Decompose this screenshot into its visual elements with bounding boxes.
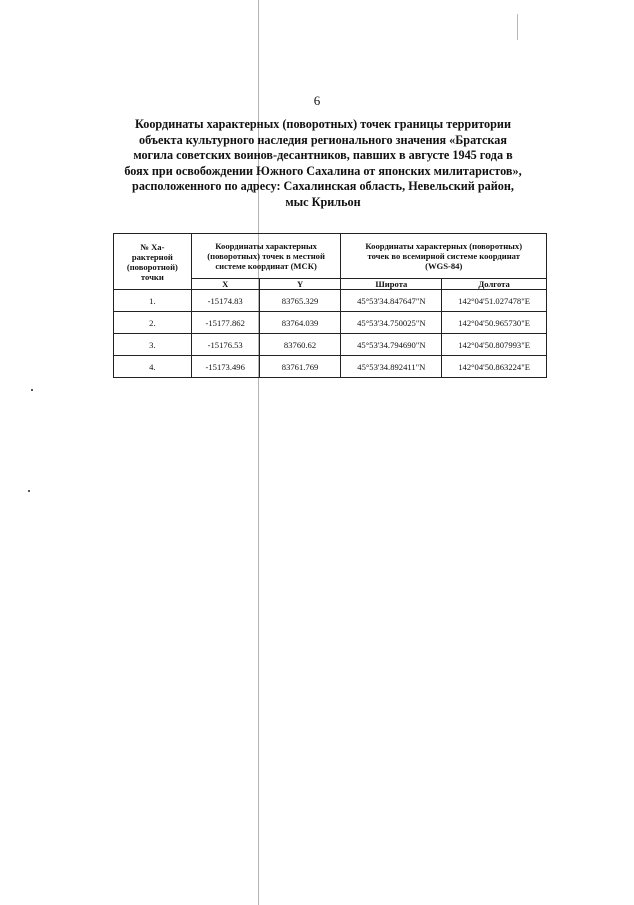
title-line: мыс Крильон bbox=[285, 194, 361, 209]
header-x: X bbox=[191, 279, 259, 290]
x-cell: -15176.53 bbox=[191, 334, 259, 356]
point-number-cell: 1. bbox=[114, 290, 192, 312]
latitude-cell: 45°53'34.847647"N bbox=[341, 290, 442, 312]
document-title bbox=[105, 117, 541, 211]
header-longitude: Долгота bbox=[442, 279, 547, 290]
table-row bbox=[114, 290, 547, 312]
x-cell: -15173.496 bbox=[191, 356, 259, 378]
latitude-cell: 45°53'34.892411"N bbox=[341, 356, 442, 378]
page-number: 6 bbox=[313, 93, 321, 108]
scan-speck bbox=[28, 490, 30, 492]
header-text: системе координат (МСК) bbox=[215, 261, 317, 271]
header-point-number bbox=[114, 234, 192, 290]
header-text: (WGS-84) bbox=[425, 261, 463, 271]
title-line: боях при освобождении Южного Сахалина от японских милитаристов», bbox=[124, 163, 522, 178]
title-line: расположенного по адресу: Сахалинская область, Невельский район, bbox=[132, 179, 514, 194]
y-cell: 83761.769 bbox=[259, 356, 341, 378]
latitude-cell: 45°53'34.750025"N bbox=[341, 312, 442, 334]
longitude-cell: 142°04'50.965730"E bbox=[442, 312, 547, 334]
y-cell: 83760.62 bbox=[259, 334, 341, 356]
y-cell: 83765.329 bbox=[259, 290, 341, 312]
header-wgs-coordinates bbox=[341, 234, 547, 279]
header-text: (поворотных) точек в местной bbox=[207, 251, 325, 261]
header-latitude: Широта bbox=[341, 279, 442, 290]
header-text: рактерной bbox=[131, 251, 173, 262]
point-number-cell: 3. bbox=[114, 334, 192, 356]
header-text: точки bbox=[140, 271, 164, 282]
scan-edge-mark bbox=[517, 14, 518, 40]
table-row bbox=[114, 312, 547, 334]
point-number-cell: 2. bbox=[114, 312, 192, 334]
y-cell: 83764.039 bbox=[259, 312, 341, 334]
latitude-cell: 45°53'34.794690"N bbox=[341, 334, 442, 356]
x-cell: -15177.862 bbox=[191, 312, 259, 334]
title-line: могила советских воинов-десантников, павших в августе 1945 года в bbox=[133, 148, 513, 163]
header-text: Координаты характерных (поворотных) bbox=[365, 241, 523, 251]
x-cell: -15174.83 bbox=[191, 290, 259, 312]
title-line: Координаты характерных (поворотных) точек границы территории bbox=[135, 117, 511, 131]
longitude-cell: 142°04'51.027478"E bbox=[442, 290, 547, 312]
table-row bbox=[114, 356, 547, 378]
header-y: Y bbox=[259, 279, 341, 290]
point-number-cell: 4. bbox=[114, 356, 192, 378]
scan-speck bbox=[31, 389, 33, 391]
title-line: объекта культурного наследия регионального значения «Братская bbox=[139, 132, 507, 147]
header-text: (поворотной) bbox=[126, 261, 178, 272]
header-text: Координаты характерных bbox=[215, 241, 317, 251]
header-text: № Ха- bbox=[140, 241, 165, 252]
longitude-cell: 142°04'50.807993"E bbox=[442, 334, 547, 356]
longitude-cell: 142°04'50.863224"E bbox=[442, 356, 547, 378]
header-msk-coordinates bbox=[191, 234, 341, 279]
header-text: точек во всемирной системе координат bbox=[367, 251, 520, 261]
table-row bbox=[114, 334, 547, 356]
coordinates-table bbox=[113, 233, 547, 378]
